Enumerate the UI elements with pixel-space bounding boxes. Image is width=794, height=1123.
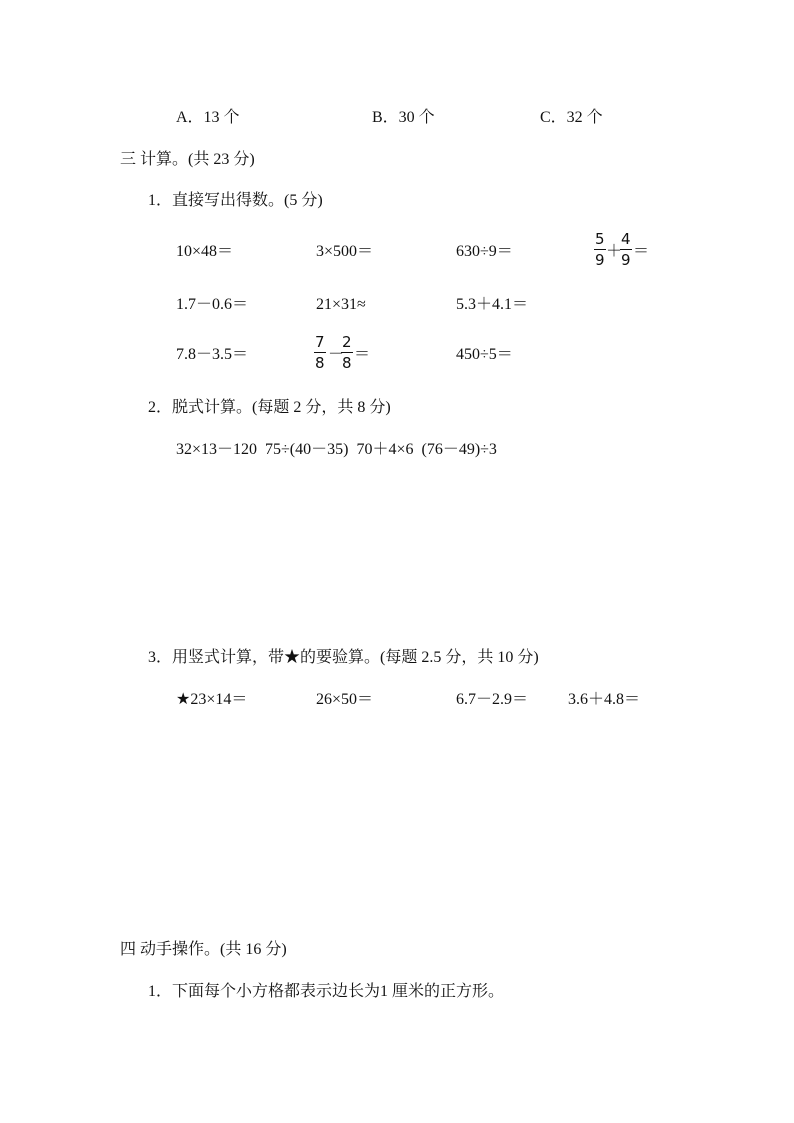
vertical-calc-item: 6.7－2.9＝ <box>456 691 529 708</box>
numerator: 2 <box>342 333 352 351</box>
calc-item: 5.3＋4.1＝ <box>456 296 529 313</box>
denominator: 9 <box>595 251 605 269</box>
denominator: 8 <box>315 354 325 372</box>
vertical-calc-item: 3.6＋4.8＝ <box>568 691 641 708</box>
calc-item: 7.8－3.5＝ <box>176 346 249 363</box>
denominator: 9 <box>621 251 631 269</box>
calc-item: 450÷5＝ <box>456 346 513 363</box>
calc-item: 10×48＝ <box>176 243 234 260</box>
calc-item: 1.7－0.6＝ <box>176 296 249 313</box>
option-a: A．13 个 <box>176 109 240 126</box>
fraction <box>620 230 632 269</box>
numerator: 4 <box>621 230 631 248</box>
denominator: 8 <box>342 354 352 372</box>
operator: ＋ <box>606 243 623 260</box>
section-4-title: 四 动手操作。(共 16 分) <box>120 941 287 958</box>
section-3-title: 三 计算。(共 23 分) <box>120 151 255 168</box>
question-4-1-title: 1．下面每个小方格都表示边长为1 厘米的正方形。 <box>148 983 505 1000</box>
fraction <box>314 333 326 372</box>
vertical-calc-item: ★23×14＝ <box>176 691 248 708</box>
calc-item: 630÷9＝ <box>456 243 513 260</box>
vertical-calc-item: 26×50＝ <box>316 691 374 708</box>
option-c: C．32 个 <box>540 109 603 126</box>
calc-item: 21×31≈ <box>316 296 366 313</box>
numerator: 5 <box>595 230 605 248</box>
operator: － <box>328 346 345 363</box>
fraction <box>341 333 353 372</box>
option-b: B．30 个 <box>372 109 435 126</box>
step-calc-expressions: 32×13－120 75÷(40－35) 70＋4×6 (76－49)÷3 <box>176 441 497 458</box>
equals-sign: ＝ <box>354 346 371 363</box>
numerator: 7 <box>315 333 325 351</box>
fraction <box>594 230 606 269</box>
question-3-3-title: 3．用竖式计算，带★的要验算。(每题 2.5 分，共 10 分) <box>148 649 539 666</box>
question-3-1-title: 1．直接写出得数。(5 分) <box>148 192 323 209</box>
equals-sign: ＝ <box>633 243 650 260</box>
question-3-2-title: 2．脱式计算。(每题 2 分，共 8 分) <box>148 399 391 416</box>
calc-item: 3×500＝ <box>316 243 374 260</box>
